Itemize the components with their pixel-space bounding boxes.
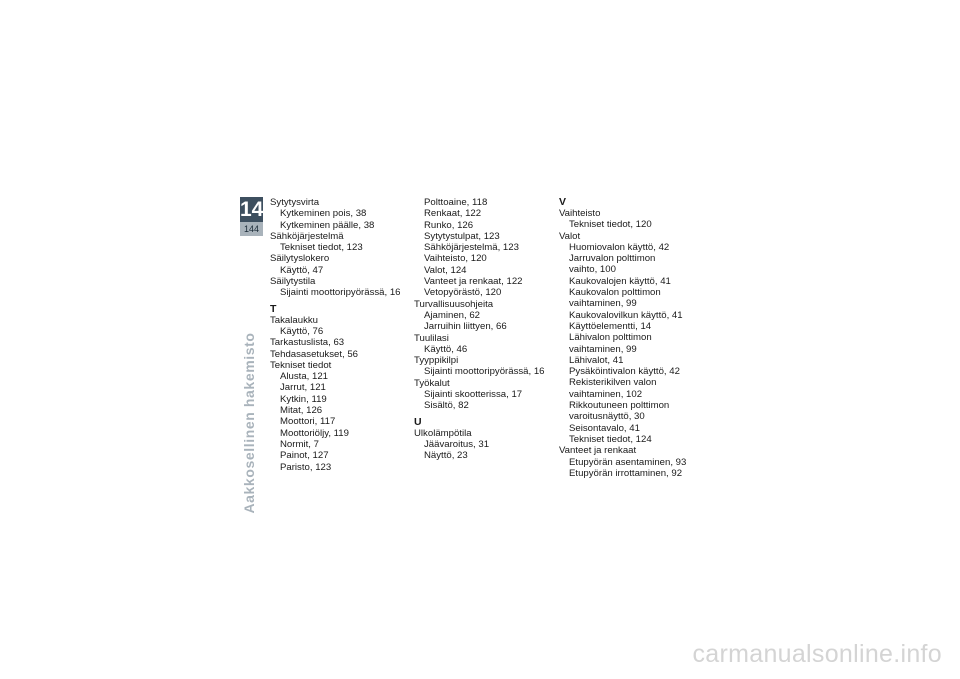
index-subentry: Vanteet ja renkaat, 122 bbox=[424, 276, 523, 288]
index-entry: Tehdasasetukset, 56 bbox=[270, 348, 359, 360]
index-column-3 bbox=[559, 197, 686, 479]
index-subentry: Tekniset tiedot, 123 bbox=[280, 242, 363, 254]
index-entry: Sähköjärjestelmä bbox=[270, 230, 344, 242]
index-subentry: Normit, 7 bbox=[280, 438, 319, 450]
page-number: 144 bbox=[240, 222, 263, 236]
index-subentry: Käyttö, 76 bbox=[280, 325, 324, 337]
index-subentry: Painot, 127 bbox=[280, 450, 329, 462]
index-entry: Tuulilasi bbox=[414, 332, 449, 344]
index-subentry: Vaihteisto, 120 bbox=[424, 253, 487, 265]
index-subentry: Valot, 124 bbox=[424, 264, 467, 276]
index-subentry: Etupyörän irrottaminen, 92 bbox=[569, 467, 683, 479]
index-subentry: Alusta, 121 bbox=[280, 371, 329, 383]
index-subentry: Jarrut, 121 bbox=[280, 382, 326, 394]
index-entry: Sytytysvirta bbox=[270, 197, 320, 208]
index-entry: Säilytystila bbox=[270, 276, 316, 288]
index-entry: Tekniset tiedot bbox=[270, 359, 332, 371]
index-entry: Tarkastuslista, 63 bbox=[270, 337, 345, 349]
index-subentry: Moottoriöljy, 119 bbox=[280, 427, 349, 439]
index-subentry: Sijainti skootterissa, 17 bbox=[424, 389, 523, 401]
index-subentry: Tekniset tiedot, 124 bbox=[569, 433, 652, 445]
index-subentry: Pysäköintivalon käyttö, 42 bbox=[569, 366, 680, 378]
index-subentry: Kaukovalovilkun käyttö, 41 bbox=[569, 309, 683, 321]
index-entry: Tyyppikilpi bbox=[414, 355, 459, 367]
index-column-2 bbox=[414, 197, 545, 462]
index-entry: Turvallisuusohjeita bbox=[414, 298, 494, 310]
index-subentry: Kytkeminen pois, 38 bbox=[280, 208, 367, 220]
index-entry: Ulkolämpötila bbox=[414, 427, 472, 439]
index-subentry: varoitusnäyttö, 30 bbox=[569, 411, 645, 423]
index-subentry: Sijainti moottoripyörässä, 16 bbox=[424, 366, 545, 378]
index-subentry: Ajaminen, 62 bbox=[424, 309, 480, 321]
index-subentry: Tekniset tiedot, 120 bbox=[569, 219, 652, 231]
index-subentry: Rekisterikilven valon bbox=[569, 377, 657, 389]
index-subentry: Jarruihin liittyen, 66 bbox=[424, 321, 507, 333]
index-subentry: vaihtaminen, 99 bbox=[569, 343, 637, 355]
index-subentry: Sisältö, 82 bbox=[424, 400, 469, 412]
index-subentry: vaihtaminen, 99 bbox=[569, 298, 637, 310]
index-subentry: Kytkeminen päälle, 38 bbox=[280, 219, 375, 231]
index-subentry: Lähivalon polttimon bbox=[569, 332, 652, 344]
index-subentry: Jarruvalon polttimon bbox=[569, 253, 656, 265]
index-subentry: Käyttö, 47 bbox=[280, 264, 324, 276]
index-subentry: Runko, 126 bbox=[424, 219, 474, 231]
index-subentry: Sähköjärjestelmä, 123 bbox=[424, 242, 519, 254]
index-entry: Työkalut bbox=[414, 377, 450, 389]
watermark: carmanualsonline.info bbox=[692, 640, 942, 668]
index-entry: Säilytyslokero bbox=[270, 253, 330, 265]
index-subentry: Renkaat, 122 bbox=[424, 208, 482, 220]
index-subentry: vaihtaminen, 102 bbox=[569, 388, 643, 400]
index-subentry: vaihto, 100 bbox=[569, 264, 616, 276]
index-entry: Takalaukku bbox=[270, 314, 318, 326]
index-subentry: Paristo, 123 bbox=[280, 461, 332, 473]
index-subentry: Moottori, 117 bbox=[280, 416, 336, 428]
index-column-1 bbox=[270, 197, 401, 473]
index-subentry: Käyttö, 46 bbox=[424, 343, 468, 355]
index-entry: Vanteet ja renkaat bbox=[559, 445, 637, 457]
chapter-tab bbox=[240, 197, 263, 236]
index-subentry: Mitat, 126 bbox=[280, 405, 323, 417]
index-subentry: Kaukovalojen käyttö, 41 bbox=[569, 275, 671, 287]
index-letter-heading: V bbox=[559, 196, 567, 208]
index-letter-heading: T bbox=[270, 302, 277, 315]
index-subentry: Etupyörän asentaminen, 93 bbox=[569, 456, 687, 468]
index-subentry: Lähivalot, 41 bbox=[569, 354, 624, 366]
index-subentry: Jäävaroitus, 31 bbox=[424, 438, 490, 450]
index-letter-heading: U bbox=[414, 415, 422, 428]
index-subentry: Sytytystulpat, 123 bbox=[424, 230, 500, 242]
index-subentry: Seisontavalo, 41 bbox=[569, 422, 640, 434]
index-subentry: Rikkoutuneen polttimon bbox=[569, 400, 670, 412]
chapter-number: 14 bbox=[240, 198, 264, 221]
index-subentry: Sijainti moottoripyörässä, 16 bbox=[280, 287, 401, 299]
index-subentry: Kaukovalon polttimon bbox=[569, 287, 661, 299]
index-subentry: Näyttö, 23 bbox=[424, 450, 468, 462]
index-entry: Valot bbox=[559, 230, 581, 242]
index-entry: Vaihteisto bbox=[559, 208, 601, 219]
chapter-title: Aakkosellinen hakemisto bbox=[241, 332, 257, 514]
index-subentry: Käyttöelementti, 14 bbox=[569, 320, 652, 332]
index-subentry: Vetopyörästö, 120 bbox=[424, 287, 502, 299]
index-subentry: Huomiovalon käyttö, 42 bbox=[569, 241, 670, 253]
index-subentry: Kytkin, 119 bbox=[280, 393, 327, 405]
index-subentry: Polttoaine, 118 bbox=[424, 197, 488, 208]
